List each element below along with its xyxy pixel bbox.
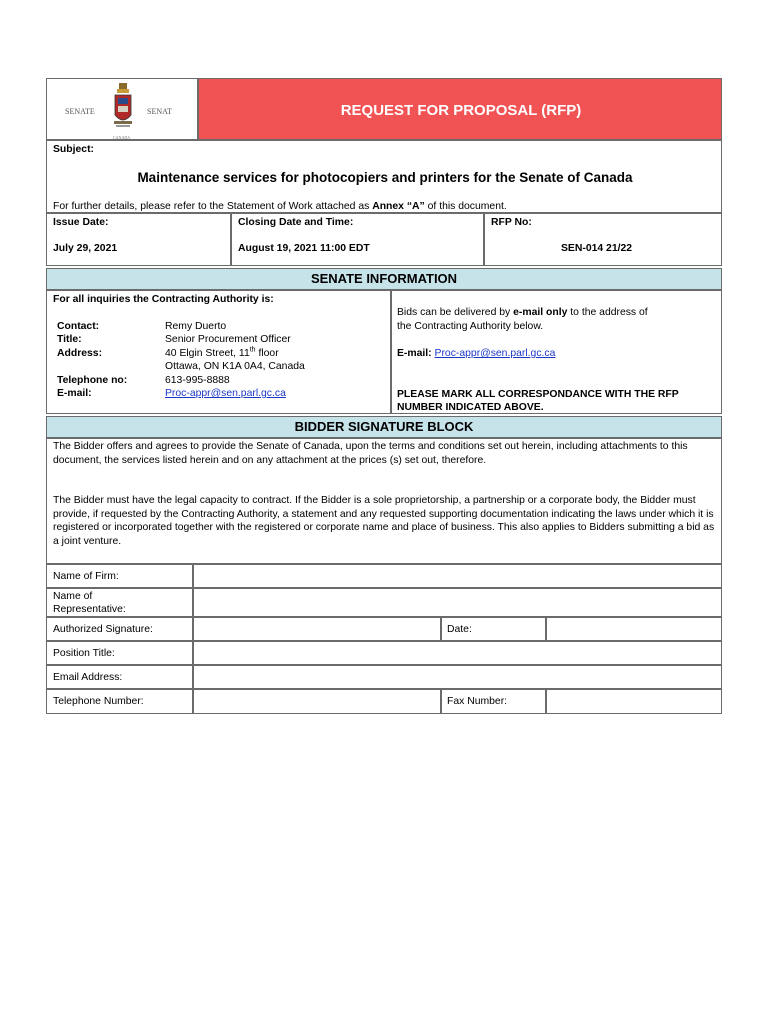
senate-info-right [391, 290, 722, 414]
telephone-value: 613-995-8888 [165, 375, 230, 386]
closing-date-label: Closing Date and Time: [238, 217, 354, 228]
logo-text-senat: SENAT [147, 107, 172, 116]
name-of-firm-field[interactable] [193, 564, 722, 588]
title-label: Title: [57, 334, 82, 345]
date-label-cell [441, 617, 546, 641]
bids-email: E-mail: Proc-appr@sen.parl.gc.ca [397, 348, 556, 359]
authorized-signature-field[interactable] [193, 617, 441, 641]
logo-cell [46, 78, 198, 140]
subject-text: Maintenance services for photocopiers and printers for the Senate of Canada [137, 170, 633, 185]
subject-section [46, 140, 722, 213]
email-label: E-mail: [57, 388, 92, 399]
authorized-signature-label: Authorized Signature: [53, 624, 153, 635]
position-title-field[interactable] [193, 641, 722, 665]
contact-label: Contact: [57, 321, 100, 332]
representative-label-cell [46, 588, 193, 617]
address-line-1: 40 Elgin Street, 11th floor [165, 346, 279, 359]
fax-number-label: Fax Number: [447, 696, 508, 707]
page-title: REQUEST FOR PROPOSAL (RFP) [340, 102, 582, 119]
issue-date-value: July 29, 2021 [53, 243, 118, 254]
title-value: Senior Procurement Officer [165, 334, 291, 345]
issue-date-label: Issue Date: [53, 217, 109, 228]
contact-value: Remy Duerto [165, 321, 227, 332]
address-line-2: Ottawa, ON K1A 0A4, Canada [165, 361, 305, 372]
position-title-label-cell [46, 641, 193, 665]
email-address-field[interactable] [193, 665, 722, 689]
fax-number-field[interactable] [546, 689, 722, 714]
name-of-firm-label: Name of Firm: [53, 571, 119, 582]
inquiries-text: For all inquiries the Contracting Authority is: [53, 294, 274, 305]
bids-delivery-text: Bids can be delivered by e-mail only to the address of [397, 307, 648, 318]
logo-text-senate: SENATE [65, 107, 95, 116]
subject-details: For further details, please refer to the Statement of Work attached as Annex “A” of this document. [53, 201, 507, 212]
email-address-label: Email Address: [53, 672, 123, 683]
fax-number-label-cell [441, 689, 546, 714]
representative-field[interactable] [193, 588, 722, 617]
rfp-number-label: RFP No: [491, 217, 532, 228]
contact-email-link[interactable]: Proc-appr@sen.parl.gc.ca [165, 388, 286, 399]
address-label: Address: [57, 348, 103, 359]
signature-text-section [46, 438, 722, 564]
telephone-number-label: Telephone Number: [53, 696, 144, 707]
closing-date-value: August 19, 2021 11:00 EDT [238, 243, 370, 254]
bids-email-link[interactable]: Proc-appr@sen.parl.gc.ca [434, 348, 556, 359]
bids-delivery-line-2: the Contracting Authority below. [397, 321, 544, 332]
title-banner [198, 78, 722, 140]
notice-line-1: PLEASE MARK ALL CORRESPONDANCE WITH THE RFP [397, 389, 679, 400]
date-label: Date: [447, 624, 472, 635]
logo-text-canada: CANADA [113, 135, 131, 140]
telephone-number-field[interactable] [193, 689, 441, 714]
signature-paragraph-2: The Bidder must have the legal capacity to contract. If the Bidder is a sole proprietorship, a partnership or a corporate body, the Bidder must provide, if requested by the Contracting Authority, a statement and any requested supporting documentation indicating the laws under which it is registered or incorporated together with the registered or corporate name and place of business. This also applies to Bidders submitting a bid as a joint venture. [53, 495, 715, 547]
position-title-label: Position Title: [53, 648, 115, 659]
subject-label: Subject: [53, 144, 94, 155]
telephone-label: Telephone no: [57, 375, 128, 386]
date-field[interactable] [546, 617, 722, 641]
rfp-number-cell [484, 213, 722, 266]
rfp-number-value: SEN-014 21/22 [561, 243, 633, 254]
signature-paragraph-1: The Bidder offers and agrees to provide the Senate of Canada, upon the terms and conditions set out herein, including attachments to this document, the services listed herein and on any attachment at the prices (s) set out, therefore. [53, 441, 688, 466]
representative-label-line-2: Representative: [53, 604, 126, 615]
closing-date-cell [231, 213, 484, 266]
senate-info-left [46, 290, 391, 414]
senate-information-heading: SENATE INFORMATION [46, 268, 722, 290]
representative-label-line-1: Name of [53, 591, 93, 602]
issue-date-cell [46, 213, 231, 266]
authorized-signature-label-cell [46, 617, 193, 641]
notice-line-2: NUMBER INDICATED ABOVE. [397, 402, 544, 413]
senate-crest-icon [112, 83, 134, 135]
bidder-signature-heading: BIDDER SIGNATURE BLOCK [46, 416, 722, 438]
email-address-label-cell [46, 665, 193, 689]
name-of-firm-label-cell [46, 564, 193, 588]
telephone-number-label-cell [46, 689, 193, 714]
